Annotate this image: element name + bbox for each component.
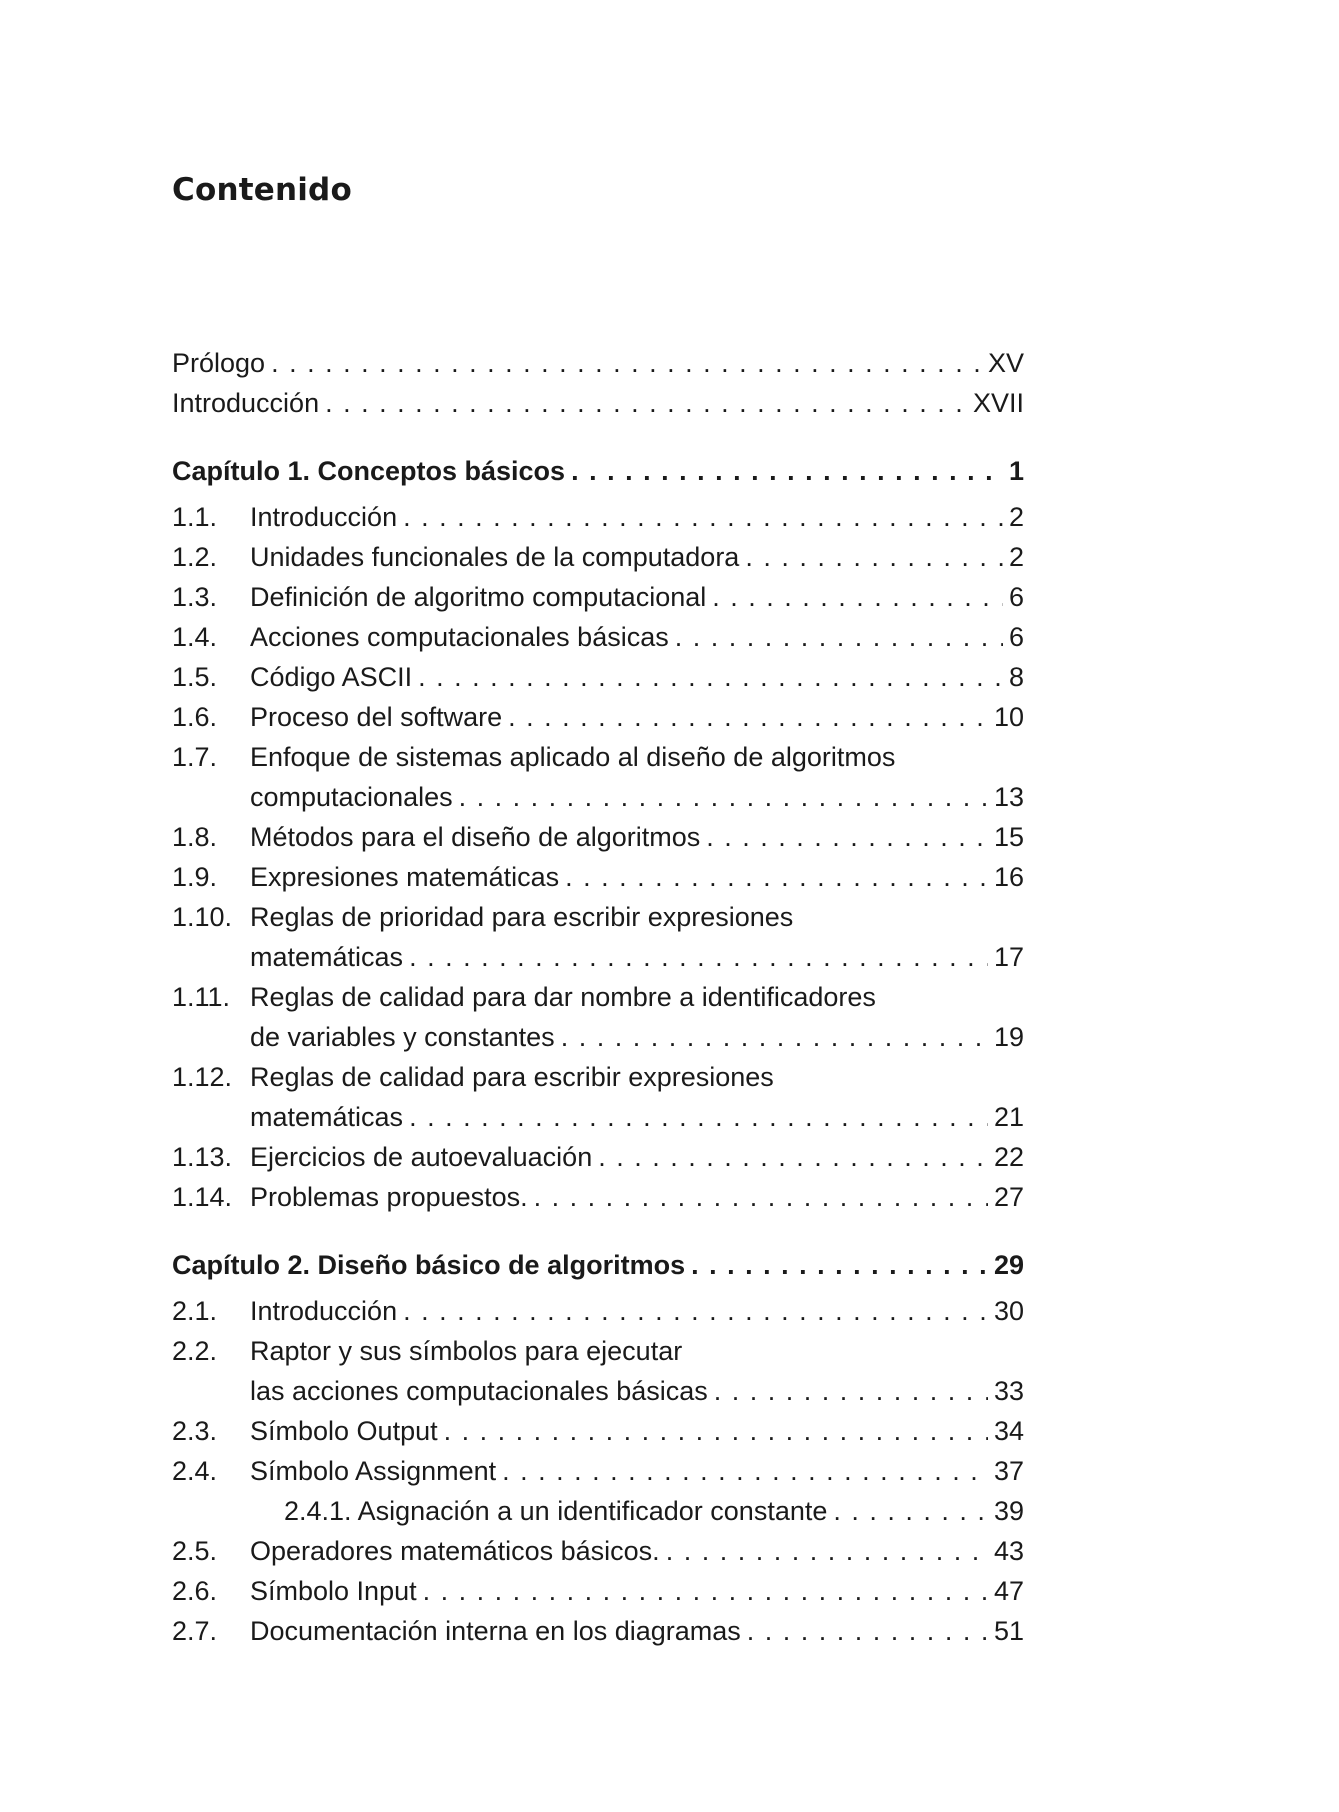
- toc-entry: [172, 537, 1024, 577]
- section-page: 6: [1008, 622, 1024, 652]
- toc-entry-text: Introducción: [172, 388, 320, 418]
- toc-entry: [172, 497, 1024, 537]
- toc-entry: [172, 1331, 1024, 1411]
- toc-entry: [172, 1057, 1024, 1137]
- section-number: 1.5.: [172, 662, 218, 692]
- section-number: 1.6.: [172, 702, 218, 732]
- section-page: 10: [993, 702, 1024, 732]
- leader-dots: [325, 383, 967, 423]
- leader-dots: [271, 343, 982, 383]
- section-number: 2.1.: [172, 1296, 218, 1326]
- page-title: Contenido: [172, 172, 352, 208]
- chapter-title: Capítulo 2. Diseño básico de algoritmos: [172, 1250, 686, 1280]
- section-page: 39: [993, 1496, 1024, 1526]
- toc-entry: [172, 1137, 1024, 1177]
- toc-entry: [172, 1571, 1024, 1611]
- leader-dots: [403, 1291, 988, 1331]
- leader-dots: [706, 817, 988, 857]
- section-page: 51: [993, 1616, 1024, 1646]
- toc-entry: [172, 697, 1024, 737]
- leader-dots: [423, 1571, 988, 1611]
- toc-entry: [172, 737, 1024, 817]
- section-page: 2: [1008, 542, 1024, 572]
- section-page: 8: [1008, 662, 1024, 692]
- section-title: Símbolo Assignment: [250, 1456, 497, 1486]
- section-number: 1.4.: [172, 622, 218, 652]
- section-number: 2.7.: [172, 1616, 218, 1646]
- toc-entry-prologo: [172, 343, 1024, 383]
- section-page: 21: [993, 1102, 1024, 1132]
- section-title: Métodos para el diseño de algoritmos: [250, 822, 701, 852]
- section-page: 13: [993, 782, 1024, 812]
- section-page: 30: [993, 1296, 1024, 1326]
- section-number: 2.4.: [172, 1456, 218, 1486]
- section-number: 1.10.: [172, 902, 233, 932]
- section-title: Raptor y sus símbolos para ejecutar: [250, 1336, 683, 1366]
- toc-entry-page: XV: [987, 348, 1024, 378]
- leader-dots: [565, 857, 988, 897]
- toc-entry: [172, 817, 1024, 857]
- toc-entry: [172, 897, 1024, 977]
- section-title: Reglas de prioridad para escribir expresiones: [250, 902, 794, 932]
- section-title: Código ASCII: [250, 662, 413, 692]
- section-number: 2.3.: [172, 1416, 218, 1446]
- leader-dots: [675, 617, 1003, 657]
- section-title: Unidades funcionales de la computadora: [250, 542, 740, 572]
- table-of-contents: [172, 343, 1024, 1651]
- toc-entry-introduccion: [172, 383, 1024, 423]
- section-number: 2.2.: [172, 1336, 218, 1366]
- leader-dots: [714, 1371, 988, 1411]
- chapter-page: 29: [993, 1250, 1024, 1280]
- section-title: Introducción: [250, 1296, 398, 1326]
- section-title: matemáticas: [250, 1102, 404, 1132]
- toc-entry-page: XVII: [972, 388, 1024, 418]
- section-title: Símbolo Input: [250, 1576, 417, 1606]
- section-title: matemáticas: [250, 942, 404, 972]
- section-title: 2.4.1. Asignación a un identificador constante: [284, 1496, 828, 1526]
- section-page: 34: [993, 1416, 1024, 1446]
- chapter-title: Capítulo 1. Conceptos básicos: [172, 456, 566, 486]
- section-title: Enfoque de sistemas aplicado al diseño de algoritmos: [250, 742, 896, 772]
- section-page: 37: [993, 1456, 1024, 1486]
- chapter-heading-1: [172, 451, 1024, 491]
- leader-dots: [747, 1611, 988, 1651]
- section-number: 1.14.: [172, 1182, 233, 1212]
- section-number: 1.12.: [172, 1062, 233, 1092]
- chapter-2-sections: [172, 1291, 1024, 1651]
- section-title: Reglas de calidad para escribir expresiones: [250, 1062, 774, 1092]
- section-number: 1.7.: [172, 742, 218, 772]
- section-number: 1.8.: [172, 822, 218, 852]
- leader-dots: [598, 1137, 988, 1177]
- section-title: Ejercicios de autoevaluación: [250, 1142, 593, 1172]
- section-number: 2.6.: [172, 1576, 218, 1606]
- section-page: 6: [1008, 582, 1024, 612]
- chapter-1-sections: [172, 497, 1024, 1217]
- toc-entry: [172, 857, 1024, 897]
- section-title: computacionales: [250, 782, 453, 812]
- section-page: 2: [1008, 502, 1024, 532]
- section-number: 2.5.: [172, 1536, 218, 1566]
- toc-entry: [172, 1531, 1024, 1571]
- toc-entry: [172, 1451, 1024, 1491]
- section-number: 1.1.: [172, 502, 218, 532]
- section-page: 43: [993, 1536, 1024, 1566]
- chapter-page: 1: [1008, 456, 1024, 486]
- section-title: las acciones computacionales básicas: [250, 1376, 708, 1406]
- chapter-heading-2: [172, 1245, 1024, 1285]
- section-title: Operadores matemáticos básicos.: [250, 1536, 660, 1566]
- section-page: 27: [993, 1182, 1024, 1212]
- toc-entry: [172, 577, 1024, 617]
- leader-dots: [534, 1177, 988, 1217]
- section-title: Acciones computacionales básicas: [250, 622, 669, 652]
- leader-dots: [712, 577, 1003, 617]
- section-title: Reglas de calidad para dar nombre a identificadores: [250, 982, 876, 1012]
- section-title: Definición de algoritmo computacional: [250, 582, 707, 612]
- toc-entry: [172, 1291, 1024, 1331]
- leader-dots: [409, 937, 988, 977]
- section-title: Introducción: [250, 502, 398, 532]
- section-title: Proceso del software: [250, 702, 503, 732]
- toc-entry: [172, 617, 1024, 657]
- leader-dots: [561, 1017, 988, 1057]
- leader-dots: [745, 537, 1003, 577]
- toc-entry: [172, 1611, 1024, 1651]
- leader-dots: [409, 1097, 988, 1137]
- leader-dots: [502, 1451, 988, 1491]
- leader-dots: [666, 1531, 988, 1571]
- section-number: 1.11.: [172, 982, 231, 1012]
- leader-dots: [571, 451, 1003, 491]
- section-number: 1.13.: [172, 1142, 233, 1172]
- section-title: Documentación interna en los diagramas: [250, 1616, 741, 1646]
- toc-entry-text: Prólogo: [172, 348, 266, 378]
- section-title: de variables y constantes: [250, 1022, 555, 1052]
- leader-dots: [403, 497, 1003, 537]
- section-number: 1.3.: [172, 582, 218, 612]
- toc-entry: [172, 1491, 1024, 1531]
- leader-dots: [691, 1245, 988, 1285]
- section-page: 16: [993, 862, 1024, 892]
- leader-dots: [418, 657, 1003, 697]
- section-title: Expresiones matemáticas: [250, 862, 560, 892]
- section-page: 19: [993, 1022, 1024, 1052]
- toc-entry: [172, 657, 1024, 697]
- section-number: 1.2.: [172, 542, 218, 572]
- leader-dots: [459, 777, 988, 817]
- toc-entry: [172, 1411, 1024, 1451]
- section-page: 22: [993, 1142, 1024, 1172]
- leader-dots: [833, 1491, 988, 1531]
- section-page: 33: [993, 1376, 1024, 1406]
- toc-entry: [172, 977, 1024, 1057]
- section-page: 17: [993, 942, 1024, 972]
- section-page: 47: [993, 1576, 1024, 1606]
- section-title: Símbolo Output: [250, 1416, 438, 1446]
- toc-entry: [172, 1177, 1024, 1217]
- leader-dots: [444, 1411, 988, 1451]
- section-number: 1.9.: [172, 862, 218, 892]
- section-title: Problemas propuestos.: [250, 1182, 528, 1212]
- leader-dots: [508, 697, 988, 737]
- section-page: 15: [993, 822, 1024, 852]
